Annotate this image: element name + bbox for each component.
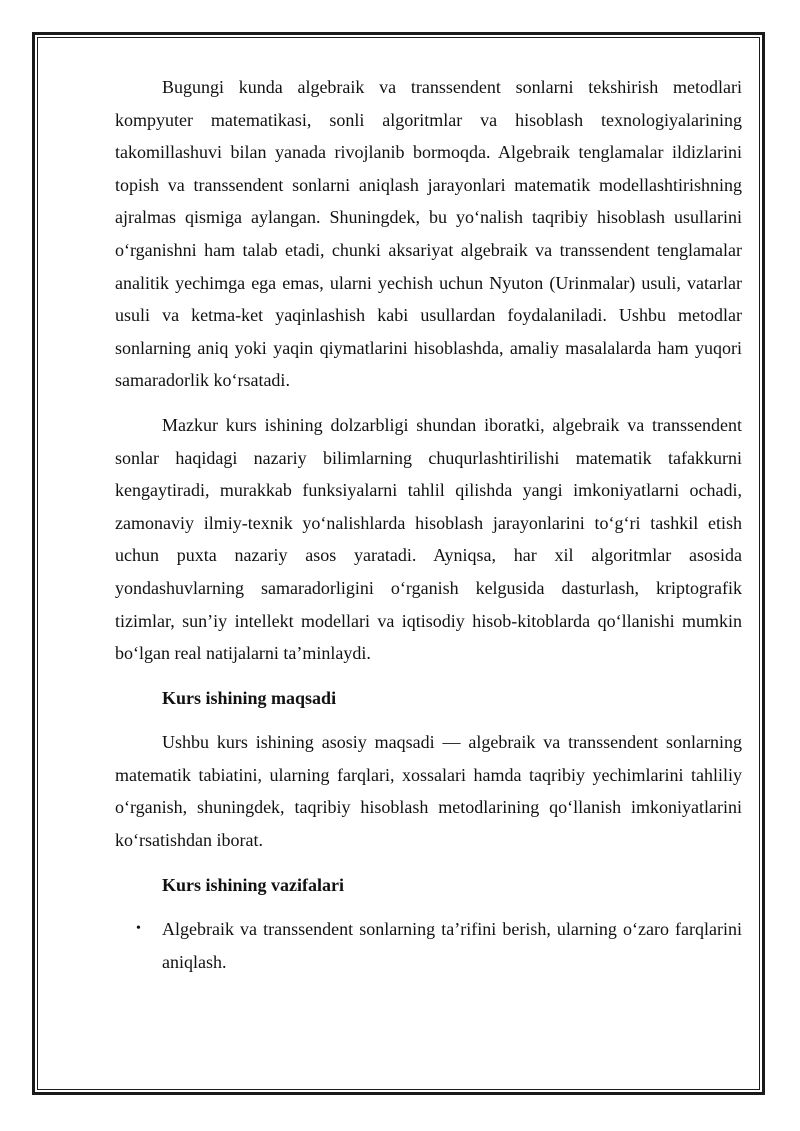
document-body	[115, 71, 742, 978]
tasks-heading: Kurs ishining vazifalari	[162, 874, 345, 895]
relevance-paragraph: Mazkur kurs ishining dolzarbligi shundan iboratki, algebraik va transsendent sonlar haqidagi nazariy bilimlarning chuqurlashtirilishi matematik tafakkurni kengaytiradi, murakkab funksiyalarni tahlil qilishda yangi imkoniyatlarni ochadi, zamonaviy ilmiy-texnik yo‘nalishlarda hisoblash jarayonlarini to‘g‘ri tashkil etish uchun puxta nazariy asos yaratadi. Ayniqsa, har xil algoritmlar asosida yondashuvlarning samaradorligini o‘rganish kelgusida dasturlash, kriptografik tizimlar, sun’iy intellekt modellari va iqtisodiy hisob-kitoblarda qo‘llanishi mumkin bo‘lgan real natijalarni ta’minlaydi.	[115, 414, 742, 664]
task-text: Algebraik va transsendent sonlarning ta’rifini berish, ularning o‘zaro farqlarini aniqlash.	[162, 919, 742, 972]
goal-paragraph: Ushbu kurs ishining asosiy maqsadi — algebraik va transsendent sonlarning matematik tabiatini, ularning farqlari, xossalari hamda taqribiy yechimlarini tahliliy o‘rganish, shuningdek, taqribiy hisoblash metodlarining qo‘llanish imkoniyatlarini ko‘rsatishdan iborat.	[115, 732, 742, 851]
tasks-list	[115, 913, 742, 978]
bullet-icon: •	[136, 921, 141, 937]
list-item	[115, 913, 742, 978]
intro-paragraph-1: Bugungi kunda algebraik va transsendent sonlarni tekshirish metodlari kompyuter matematikasi, sonli algoritmlar va hisoblash texnologiyalarining takomillashuvi bilan yanada rivojlanib bormoqda. Algebraik tenglamalar ildizlarini topish va transsendent sonlarni aniqlash jarayonlari matematik modellashtirishning ajralmas qismiga aylangan. Shuningdek, bu yo‘nalish taqribiy hisoblash usullarini o‘rganishni ham talab etadi, chunki aksariyat algebraik va transsendent tenglamalar analitik yechimga ega emas, ularni yechish uchun Nyuton (Urinmalar) usuli, vatarlar usuli va ketma-ket yaqinlashish kabi usullardan foydalaniladi. Ushbu metodlar sonlarning aniq yoki yaqin qiymatlarini hisoblashda, amaliy masalalarda ham yuqori samaradorlik ko‘rsatadi.	[115, 77, 742, 391]
goal-heading: Kurs ishining maqsadi	[162, 687, 337, 708]
